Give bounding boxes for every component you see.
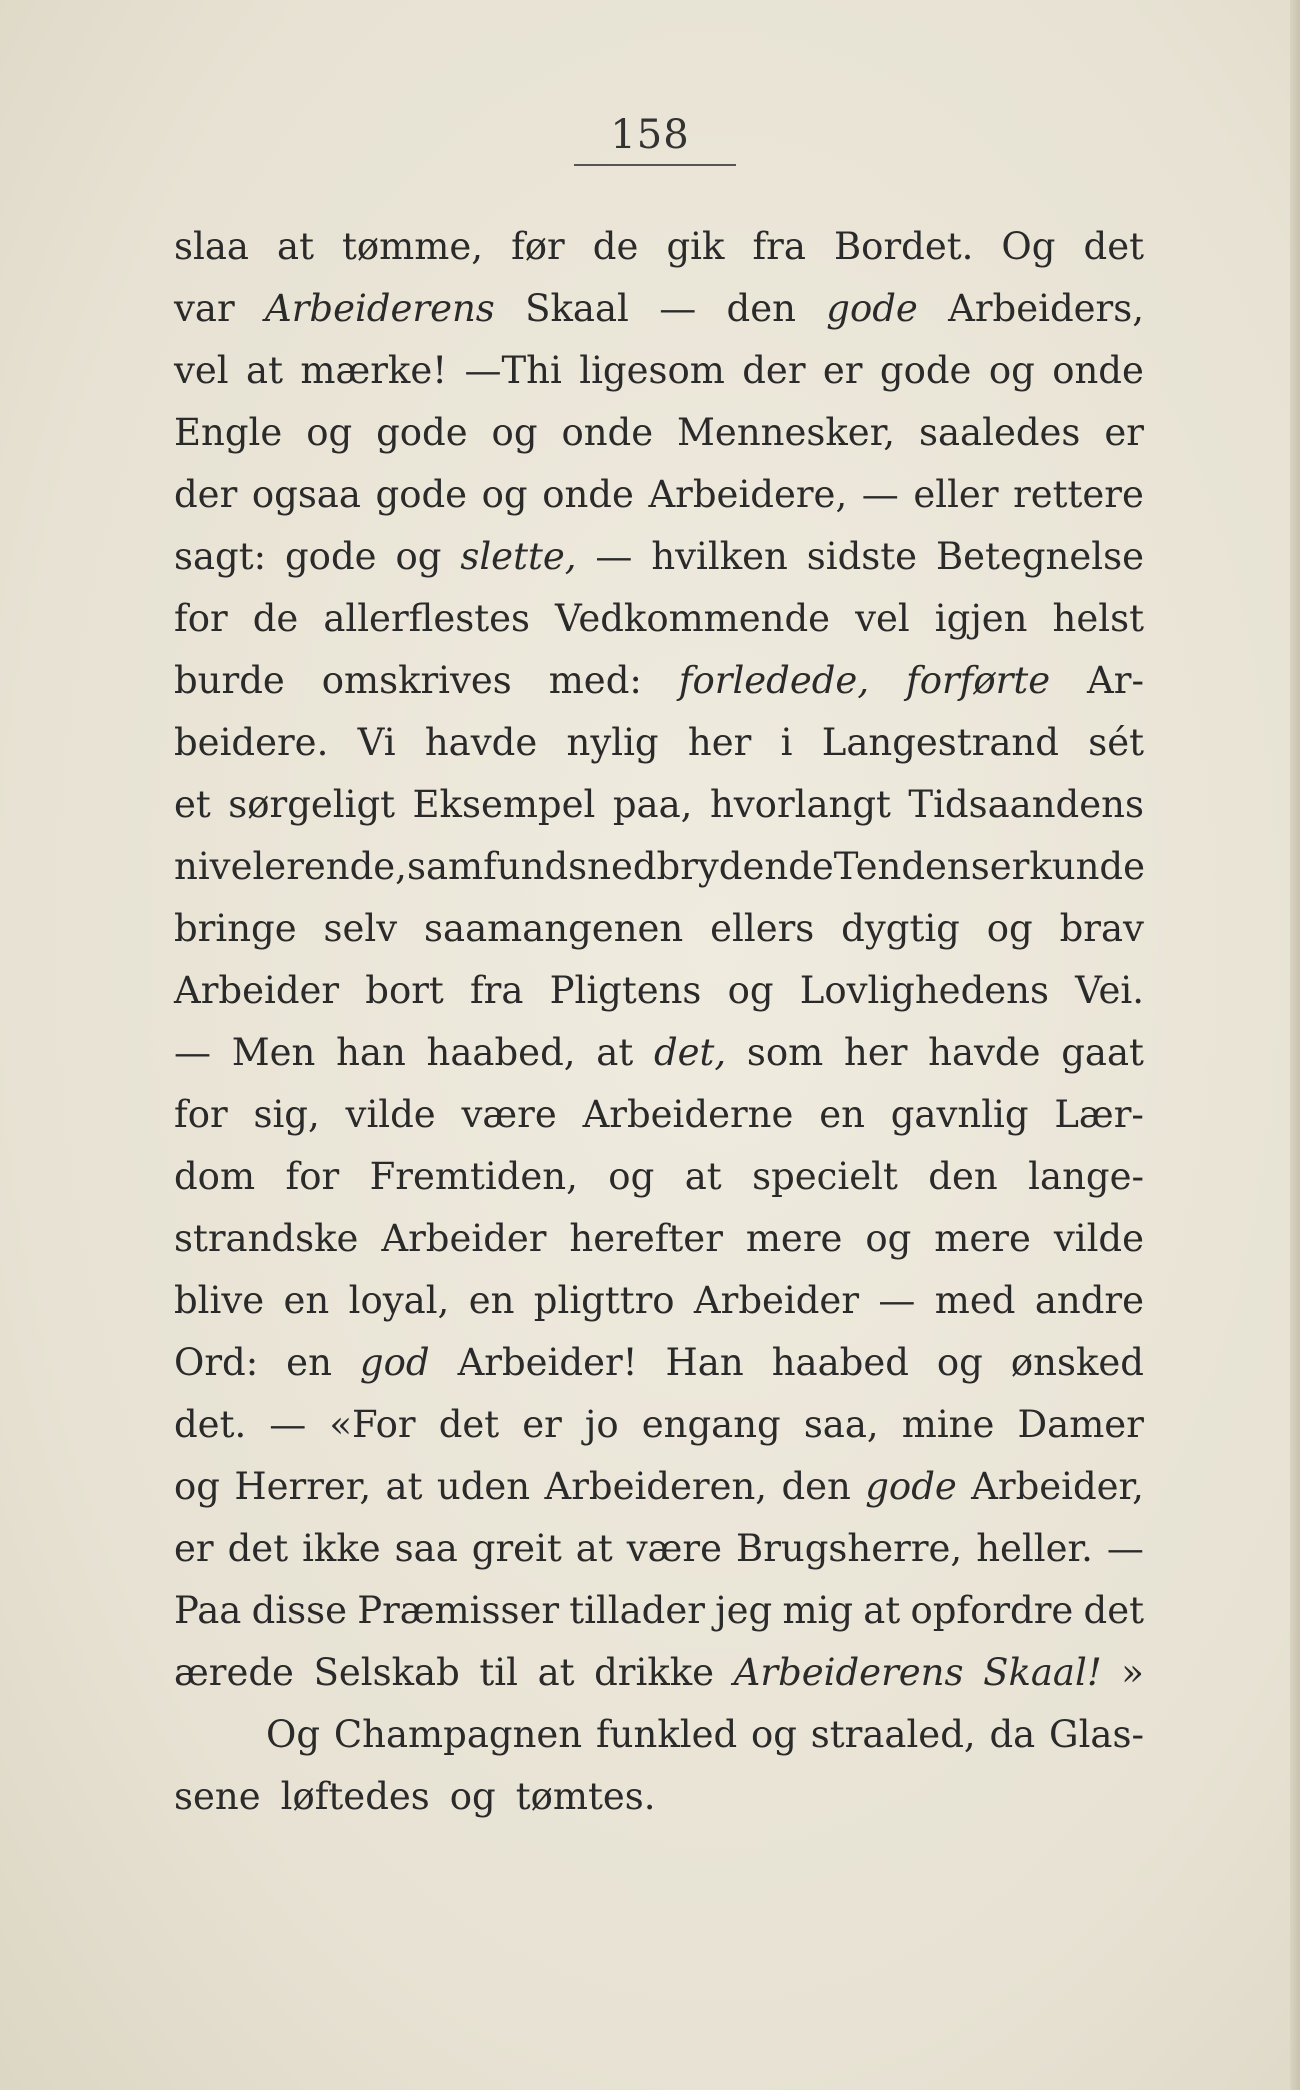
word: sørgeligt [228, 783, 396, 826]
word: specielt [752, 1155, 898, 1198]
word: her [687, 721, 752, 764]
word: Arbeiders, [948, 287, 1144, 330]
word: — [269, 1403, 307, 1446]
word: gode [376, 411, 468, 454]
word: et [174, 783, 211, 826]
word: mig [782, 1589, 854, 1632]
word: andre [1034, 1279, 1144, 1322]
word: Damer [1017, 1403, 1144, 1446]
word: jeg [715, 1589, 773, 1632]
italic-word: god [359, 1341, 430, 1384]
text-line [174, 1146, 1144, 1208]
word: Herrer, [234, 1465, 372, 1508]
word: til [479, 1651, 518, 1694]
word: her [843, 1031, 908, 1074]
text-line [174, 774, 1144, 836]
word: da [989, 1713, 1036, 1756]
text-line [174, 340, 1144, 402]
word: vel [855, 597, 910, 640]
text-line [174, 1084, 1144, 1146]
word: en [286, 1341, 332, 1384]
word: det [227, 1527, 289, 1570]
word: tillader [569, 1589, 705, 1632]
word: — [1106, 1527, 1144, 1570]
word: — [174, 1031, 211, 1074]
word: gavnlig [890, 1093, 1029, 1136]
word: gode [879, 349, 972, 392]
word: og [395, 535, 442, 578]
word: hvorlangt [709, 783, 891, 826]
word: beidere. [174, 721, 329, 764]
word: havde [928, 1031, 1041, 1074]
word: den [781, 1465, 851, 1508]
text-line [174, 1270, 1144, 1332]
text-line [174, 1642, 1144, 1704]
word: ikke [302, 1527, 381, 1570]
word: heller. [976, 1527, 1093, 1570]
italic-word: slette, [460, 535, 577, 578]
word: ogsaa [251, 473, 361, 516]
word: Glas- [1049, 1713, 1144, 1756]
word: Vedkommende [555, 597, 831, 640]
word: gik [666, 225, 725, 268]
word: Han [665, 1341, 744, 1384]
word: er [522, 1403, 562, 1446]
word: Ord: [174, 1341, 259, 1384]
word: en [468, 1279, 515, 1322]
word: haabed [771, 1341, 909, 1384]
text-line [174, 1518, 1144, 1580]
word: at [596, 1031, 634, 1074]
word: og [306, 411, 353, 454]
word: sig, [253, 1093, 320, 1136]
word: og [986, 907, 1033, 950]
word: at [537, 1651, 575, 1694]
word: —Thi [464, 349, 562, 392]
word: allerflestes [323, 597, 530, 640]
word: ellers [710, 907, 815, 950]
word: Arbeiderne [582, 1093, 794, 1136]
page-edge-shadow [1290, 0, 1300, 2090]
word: loyal, [348, 1279, 450, 1322]
word: og [481, 473, 528, 516]
word: sidste [806, 535, 918, 578]
word: » [1121, 1651, 1144, 1694]
word: Arbeidere, [648, 473, 848, 516]
word: Skaal [525, 287, 629, 330]
word: Brugsherre, [736, 1527, 963, 1570]
text-line [174, 1766, 1144, 1828]
text-line [174, 1580, 1144, 1642]
word: opfordre [910, 1589, 1074, 1632]
word: ærede [174, 1651, 294, 1694]
page-number-rule [574, 164, 736, 166]
word: nivelerende, [174, 845, 407, 888]
word: disse [251, 1589, 347, 1632]
text-line [174, 1704, 1144, 1766]
word: at [575, 1527, 613, 1570]
word: helst [1052, 597, 1144, 640]
word: haabed, [426, 1031, 576, 1074]
word: saamangenen [424, 907, 684, 950]
word: er [822, 349, 863, 392]
word: funkled [595, 1713, 738, 1756]
word: Betegnelse [935, 535, 1144, 578]
word: Pligtens [549, 969, 702, 1012]
word: der [174, 473, 238, 516]
word: være [626, 1527, 723, 1570]
word: fra [469, 969, 524, 1012]
word: er [174, 1527, 214, 1570]
word: Vei. [1075, 969, 1144, 1012]
word: Arbeider [174, 969, 340, 1012]
word: Ar- [1087, 659, 1144, 702]
word: onde [1052, 349, 1144, 392]
word: den [726, 287, 796, 330]
word: saa [394, 1527, 458, 1570]
word: gode [285, 535, 377, 578]
word: uden [436, 1465, 531, 1508]
word: rettere [1013, 473, 1144, 516]
word: bringe [174, 907, 297, 950]
word: mere [934, 1217, 1031, 1260]
word: saaledes [919, 411, 1081, 454]
word: det [438, 1403, 500, 1446]
word: Arbeider [381, 1217, 547, 1260]
word: at [246, 349, 283, 392]
word: herefter [569, 1217, 723, 1260]
word: omskrives [321, 659, 512, 702]
text-line [174, 1332, 1144, 1394]
italic-word: Arbeiderens [264, 287, 495, 330]
word: Arbeider [693, 1279, 860, 1322]
word: engang [641, 1403, 781, 1446]
word: vilde [1053, 1217, 1144, 1260]
word: greit [471, 1527, 562, 1570]
word: sene [174, 1775, 261, 1818]
word: med: [548, 659, 642, 702]
word: dygtig [841, 907, 960, 950]
text-line [174, 402, 1144, 464]
word: Fremtiden, [369, 1155, 578, 1198]
word: tømme, [342, 225, 483, 268]
word: paa, [612, 783, 693, 826]
word: mærke! [300, 349, 448, 392]
word: i [780, 721, 793, 764]
word: at [863, 1589, 901, 1632]
word: strandske [174, 1217, 359, 1260]
word: bort [365, 969, 444, 1012]
word: dom [174, 1155, 256, 1198]
word: — [659, 287, 697, 330]
word: Mennesker, [677, 411, 896, 454]
word: det. [174, 1403, 247, 1446]
word: Engle [174, 411, 283, 454]
word: før [511, 225, 565, 268]
text-line [174, 1208, 1144, 1270]
word: Tidsaandens [908, 783, 1144, 826]
word: og [936, 1341, 983, 1384]
text-line [174, 588, 1144, 650]
word: blive [174, 1279, 265, 1322]
italic-word: forledede, [678, 659, 870, 702]
text-line [174, 1394, 1144, 1456]
word: tømtes. [515, 1775, 656, 1818]
word: det [1083, 225, 1144, 268]
word: Arbeider! [457, 1341, 638, 1384]
word: Paa [174, 1589, 242, 1632]
word: drikke [594, 1651, 715, 1694]
word: med [934, 1279, 1016, 1322]
word: jo [584, 1403, 619, 1446]
word: fra [752, 225, 806, 268]
word: gaat [1061, 1031, 1144, 1074]
word: den [928, 1155, 998, 1198]
word: saa, [803, 1403, 879, 1446]
word: Og [266, 1713, 321, 1756]
word: igjen [934, 597, 1028, 640]
word: Men [231, 1031, 316, 1074]
word: slaa [174, 225, 249, 268]
word: der [742, 349, 806, 392]
word: og [865, 1217, 912, 1260]
word: som [746, 1031, 824, 1074]
text-line [174, 464, 1144, 526]
word: — [861, 473, 899, 516]
text-line [174, 712, 1144, 774]
word: nylig [566, 721, 659, 764]
word: og [174, 1465, 220, 1508]
text-line [174, 526, 1144, 588]
word: han [336, 1031, 406, 1074]
italic-word: det, [653, 1031, 727, 1074]
word: og [988, 349, 1035, 392]
text-line [174, 1022, 1144, 1084]
word: at [277, 225, 314, 268]
word: Eksempel [412, 783, 596, 826]
word: samfundsnedbrydende [406, 845, 834, 888]
word: for [174, 597, 228, 640]
word: for [174, 1093, 228, 1136]
text-line [174, 898, 1144, 960]
word: Champagnen [333, 1713, 583, 1756]
text-line [174, 836, 1144, 898]
word: Arbeideren, [544, 1465, 768, 1508]
word: lange- [1028, 1155, 1144, 1198]
text-line [174, 1456, 1144, 1518]
word: «For [329, 1403, 416, 1446]
text-line [174, 960, 1144, 1022]
word: — [878, 1279, 916, 1322]
word: Vi [357, 721, 396, 764]
word: — [595, 535, 633, 578]
word: Og [1001, 225, 1056, 268]
word: for [285, 1155, 340, 1198]
word: Lær- [1054, 1093, 1144, 1136]
word: Lovlighedens [799, 969, 1049, 1012]
word: hvilken [651, 535, 788, 578]
body-text [174, 216, 1144, 1828]
italic-word: gode [826, 287, 918, 330]
word: en [283, 1279, 330, 1322]
word: selv [323, 907, 398, 950]
word: vel [174, 349, 229, 392]
italic-word: forførte [906, 659, 1051, 702]
word: sét [1088, 721, 1144, 764]
word: pligttro [533, 1279, 675, 1322]
word: kunde [1029, 845, 1145, 888]
word: mine [901, 1403, 995, 1446]
word: sagt: [174, 535, 267, 578]
word: Arbeider, [971, 1465, 1144, 1508]
word: havde [424, 721, 538, 764]
word: gode [375, 473, 468, 516]
word: det [1083, 1589, 1144, 1632]
word: eller [913, 473, 999, 516]
word: var [174, 287, 235, 330]
italic-word: Skaal! [983, 1651, 1102, 1694]
text-line [174, 278, 1144, 340]
word: og [491, 411, 538, 454]
word: straaled, [810, 1713, 976, 1756]
word: og [751, 1713, 797, 1756]
word: Selskab [313, 1651, 460, 1694]
text-line [174, 650, 1144, 712]
word: at [385, 1465, 423, 1508]
italic-word: Arbeiderens [733, 1651, 964, 1694]
word: ligesom [579, 349, 725, 392]
word: Bordet. [833, 225, 974, 268]
word: Tendenser [833, 845, 1030, 888]
text-line [174, 216, 1144, 278]
word: være [461, 1093, 557, 1136]
word: brav [1059, 907, 1144, 950]
word: onde [542, 473, 634, 516]
word: Præmisser [357, 1589, 560, 1632]
word: og [727, 969, 774, 1012]
word: de [252, 597, 299, 640]
word: mere [745, 1217, 843, 1260]
word: at [684, 1155, 722, 1198]
word: løftedes [280, 1775, 430, 1818]
italic-word: gode [865, 1465, 957, 1508]
word: ønsked [1010, 1341, 1144, 1384]
word: en [819, 1093, 865, 1136]
word: onde [561, 411, 654, 454]
word: Langestrand [821, 721, 1059, 764]
word: vilde [345, 1093, 436, 1136]
word: er [1104, 411, 1144, 454]
word: burde [174, 659, 285, 702]
word: og [608, 1155, 655, 1198]
word: og [449, 1775, 496, 1818]
word: de [592, 225, 639, 268]
page-number: 158 [610, 112, 690, 158]
